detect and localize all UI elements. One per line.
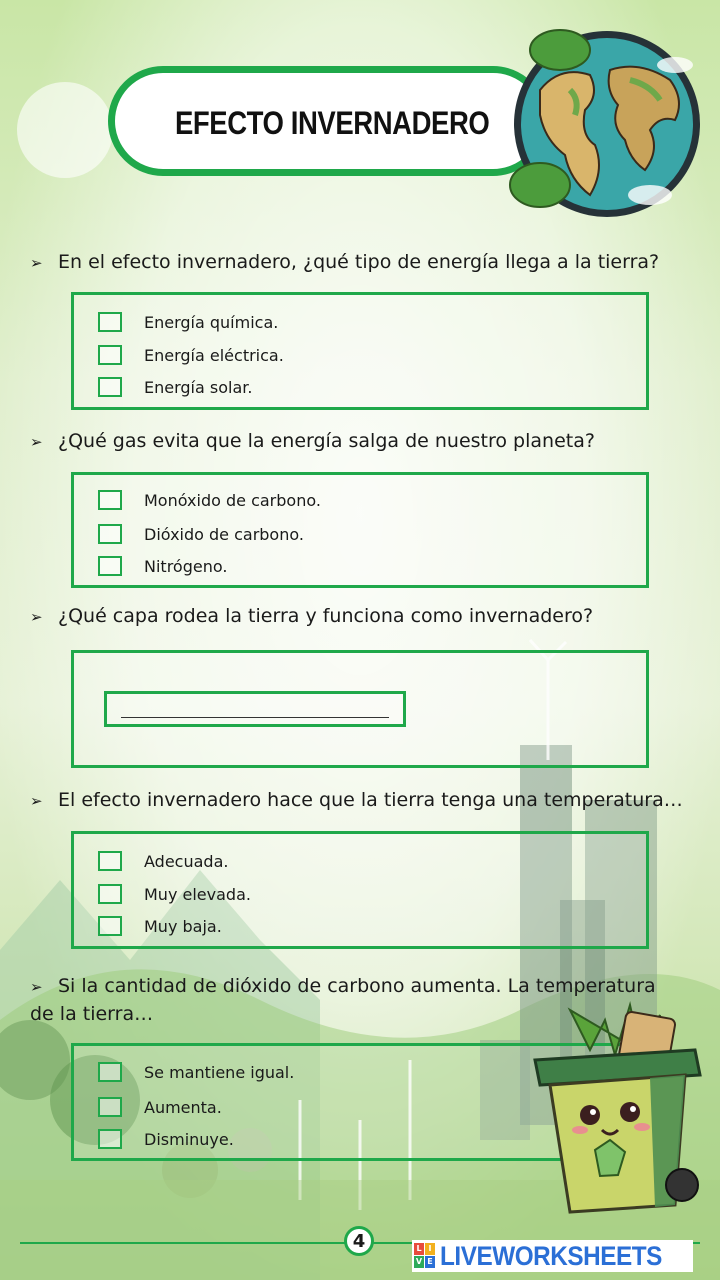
question-1 <box>30 249 700 277</box>
question-text: En el efecto invernadero, ¿qué tipo de energía llega a la tierra? <box>58 251 660 273</box>
checkbox[interactable] <box>98 345 122 365</box>
arrowhead-bullet-icon: ➢ <box>30 792 43 810</box>
option-label: Aumenta. <box>144 1097 222 1117</box>
brand-logo[interactable] <box>412 1240 693 1272</box>
option-label: Muy elevada. <box>144 884 251 904</box>
checkbox[interactable] <box>98 524 122 544</box>
option-label: Monóxido de carbono. <box>144 490 321 510</box>
option-row[interactable] <box>98 1095 222 1119</box>
option-row[interactable] <box>98 1127 234 1151</box>
option-row[interactable] <box>98 1060 294 1084</box>
option-label: Muy baja. <box>144 916 222 936</box>
question-text: Si la cantidad de dióxido de carbono aumenta. La temperatura de la tierra… <box>30 975 656 1025</box>
earth-globe-icon <box>500 20 710 220</box>
answer-box-3 <box>71 650 649 768</box>
checkbox[interactable] <box>98 851 122 871</box>
option-label: Se mantiene igual. <box>144 1062 295 1082</box>
checkbox[interactable] <box>98 556 122 576</box>
arrowhead-bullet-icon: ➢ <box>30 978 43 996</box>
checkbox[interactable] <box>98 1062 122 1082</box>
option-label: Disminuye. <box>144 1129 234 1149</box>
checkbox[interactable] <box>98 377 122 397</box>
checkbox[interactable] <box>98 1129 122 1149</box>
arrowhead-bullet-icon: ➢ <box>30 433 43 451</box>
option-row[interactable] <box>98 488 321 512</box>
option-label: Nitrógeno. <box>144 556 228 576</box>
checkbox[interactable] <box>98 490 122 510</box>
page-number: 4 <box>344 1226 374 1256</box>
options-box-4 <box>71 831 649 949</box>
page-title: EFECTO INVERNADERO <box>175 105 490 141</box>
option-row[interactable] <box>98 522 304 546</box>
answer-underline <box>121 717 389 718</box>
question-text: ¿Qué gas evita que la energía salga de nuestro planeta? <box>58 430 595 452</box>
arrowhead-bullet-icon: ➢ <box>30 608 43 626</box>
option-label: Energía eléctrica. <box>144 345 284 365</box>
brand-name: LIVEWORKSHEETS <box>440 1240 662 1271</box>
title-banner <box>108 66 548 176</box>
option-label: Dióxido de carbono. <box>144 524 304 544</box>
option-label: Adecuada. <box>144 851 229 871</box>
option-row[interactable] <box>98 343 284 367</box>
question-text: ¿Qué capa rodea la tierra y funciona como invernadero? <box>58 605 594 627</box>
question-text: El efecto invernadero hace que la tierra tenga una temperatura… <box>58 789 683 811</box>
checkbox[interactable] <box>98 312 122 332</box>
option-row[interactable] <box>98 310 278 334</box>
option-row[interactable] <box>98 375 252 399</box>
option-label: Energía química. <box>144 312 279 332</box>
liveworksheets-icon: L I V E <box>414 1243 436 1269</box>
checkbox[interactable] <box>98 1097 122 1117</box>
arrowhead-bullet-icon: ➢ <box>30 254 43 272</box>
options-box-2 <box>71 472 649 588</box>
checkbox[interactable] <box>98 884 122 904</box>
option-row[interactable] <box>98 554 227 578</box>
options-box-1 <box>71 292 649 410</box>
checkbox[interactable] <box>98 916 122 936</box>
recycling-bin-icon <box>530 990 710 1220</box>
answer-text-field[interactable] <box>104 691 406 727</box>
question-3 <box>30 603 700 631</box>
question-4 <box>30 787 700 815</box>
option-row[interactable] <box>98 849 228 873</box>
question-2 <box>30 428 700 456</box>
option-row[interactable] <box>98 914 222 938</box>
option-row[interactable] <box>98 882 251 906</box>
option-label: Energía solar. <box>144 377 253 397</box>
